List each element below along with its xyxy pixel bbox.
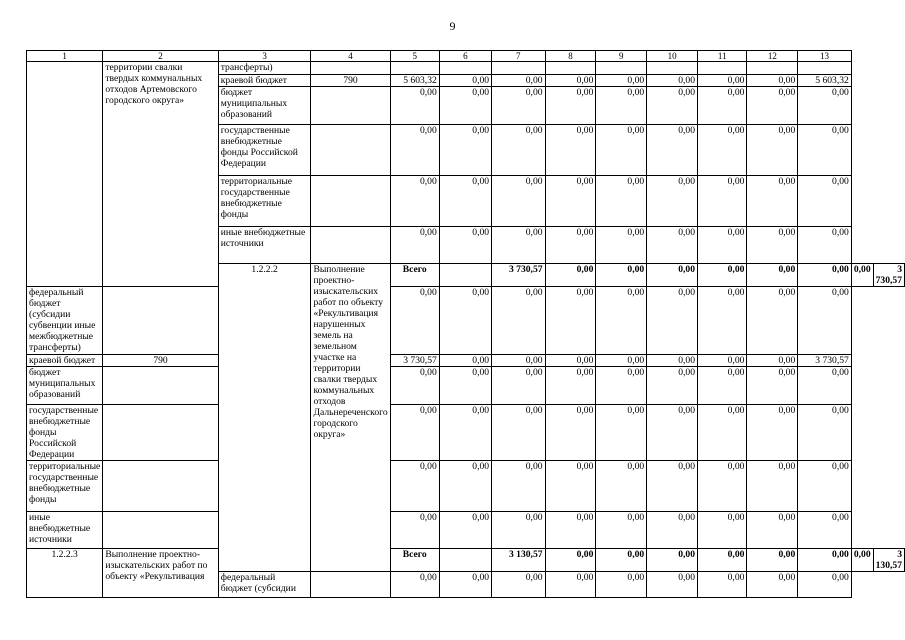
value-cell: 0,00	[798, 367, 852, 405]
value-cell: 0,00	[596, 176, 647, 227]
item-name: территории свалки твердых коммунальных отходов Артемовского городского округа»	[103, 62, 218, 287]
value-cell: 0,00	[698, 227, 747, 264]
column-header: 4	[311, 51, 390, 62]
table-row	[27, 367, 905, 405]
table-row	[27, 461, 905, 512]
budget-code	[311, 572, 390, 598]
value-cell: 0,00	[492, 355, 545, 367]
source-label: трансферты)	[218, 62, 311, 75]
value-cell: 0,00	[798, 125, 852, 176]
value-cell: 0,00	[492, 125, 545, 176]
table-row	[27, 62, 905, 75]
value-cell: 0,00	[647, 287, 698, 355]
value-cell: 0,00	[647, 87, 698, 125]
value-cell: 0,00	[596, 87, 647, 125]
value-cell: 5 603,32	[798, 75, 852, 87]
value-cell: 0,00	[545, 176, 596, 227]
value-cell: 0,00	[747, 572, 798, 598]
value-cell	[439, 62, 491, 75]
source-label: территориальные государственные внебюджетные фонды	[218, 176, 311, 227]
column-header: 13	[798, 51, 852, 62]
value-cell: 0,00	[747, 176, 798, 227]
value-cell: 0,00	[596, 264, 647, 287]
value-cell	[647, 62, 698, 75]
value-cell: 0,00	[439, 512, 491, 549]
budget-code	[103, 512, 218, 549]
column-header: 10	[647, 51, 698, 62]
value-cell: 0,00	[698, 287, 747, 355]
value-cell: 0,00	[439, 572, 491, 598]
row-code	[27, 62, 103, 287]
budget-code	[103, 461, 218, 512]
value-cell: 0,00	[390, 512, 439, 549]
value-cell: 0,00	[647, 125, 698, 176]
value-cell: 0,00	[647, 75, 698, 87]
value-cell: 0,00	[545, 287, 596, 355]
value-cell: 0,00	[798, 405, 852, 461]
value-cell: 0,00	[596, 125, 647, 176]
value-cell: 0,00	[851, 264, 873, 287]
table-row	[27, 355, 905, 367]
value-cell: 0,00	[439, 367, 491, 405]
value-cell: 0,00	[390, 287, 439, 355]
row-code: 1.2.2.3	[27, 549, 103, 598]
page-number: 9	[449, 19, 456, 33]
column-header: 2	[103, 51, 218, 62]
source-label: государственные внебюджетные фонды Российской Федерации	[218, 125, 311, 176]
value-cell: 0,00	[698, 572, 747, 598]
table-row	[27, 405, 905, 461]
budget-code	[311, 87, 390, 125]
value-cell: 0,00	[390, 461, 439, 512]
source-label: краевой бюджет	[27, 355, 103, 367]
value-cell: 0,00	[545, 125, 596, 176]
total-label: Всего	[390, 264, 439, 287]
value-cell: 0,00	[747, 87, 798, 125]
table-row	[27, 287, 905, 355]
value-cell: 3 730,57	[798, 355, 852, 367]
value-cell: 0,00	[647, 176, 698, 227]
value-cell: 0,00	[596, 549, 647, 572]
source-label: бюджет муниципальных образований	[27, 367, 103, 405]
value-cell: 0,00	[390, 125, 439, 176]
value-cell: 0,00	[545, 367, 596, 405]
source-label: бюджет муниципальных образований	[218, 87, 311, 125]
budget-code	[103, 287, 218, 355]
value-cell: 0,00	[647, 355, 698, 367]
value-cell: 3 730,57	[873, 264, 904, 287]
value-cell: 0,00	[439, 287, 491, 355]
source-label: краевой бюджет	[218, 75, 311, 87]
header-row	[27, 51, 905, 62]
value-cell: 0,00	[545, 549, 596, 572]
value-cell: 0,00	[439, 176, 491, 227]
value-cell: 3 730,57	[390, 355, 439, 367]
column-header: 11	[698, 51, 747, 62]
source-label: федеральный бюджет (субсидии субвенции иные межбюджетные трансферты)	[27, 287, 103, 355]
value-cell: 0,00	[798, 461, 852, 512]
value-cell: 0,00	[647, 512, 698, 549]
value-cell: 0,00	[851, 549, 873, 572]
value-cell	[698, 62, 747, 75]
column-header: 6	[439, 51, 491, 62]
value-cell: 0,00	[698, 549, 747, 572]
value-cell: 0,00	[492, 227, 545, 264]
budget-code	[103, 405, 218, 461]
value-cell: 5 603,32	[390, 75, 439, 87]
budget-code: 790	[103, 355, 218, 367]
table-row	[27, 549, 905, 572]
value-cell: 0,00	[492, 405, 545, 461]
column-header: 5	[390, 51, 439, 62]
value-cell: 0,00	[439, 461, 491, 512]
value-cell: 0,00	[545, 75, 596, 87]
budget-code	[103, 367, 218, 405]
value-cell: 0,00	[492, 512, 545, 549]
value-cell: 0,00	[647, 572, 698, 598]
value-cell: 0,00	[698, 264, 747, 287]
column-header: 3	[218, 51, 311, 62]
column-header: 7	[492, 51, 545, 62]
value-cell: 0,00	[647, 405, 698, 461]
value-cell: 0,00	[698, 512, 747, 549]
value-cell: 0,00	[390, 405, 439, 461]
table-row	[27, 512, 905, 549]
value-cell: 0,00	[439, 227, 491, 264]
source-label: иные внебюджетные источники	[218, 227, 311, 264]
value-cell: 0,00	[747, 549, 798, 572]
value-cell: 0,00	[596, 512, 647, 549]
value-cell	[545, 62, 596, 75]
value-cell: 0,00	[747, 75, 798, 87]
value-cell: 0,00	[798, 549, 852, 572]
budget-table	[26, 50, 905, 598]
value-cell: 0,00	[596, 461, 647, 512]
source-label: территориальные государственные внебюджетные фонды	[27, 461, 103, 512]
value-cell: 0,00	[647, 549, 698, 572]
value-cell: 0,00	[439, 125, 491, 176]
value-cell: 0,00	[698, 461, 747, 512]
value-cell: 0,00	[545, 227, 596, 264]
value-cell: 0,00	[492, 75, 545, 87]
value-cell: 0,00	[596, 405, 647, 461]
value-cell	[492, 62, 545, 75]
value-cell: 0,00	[596, 355, 647, 367]
budget-code	[439, 549, 491, 572]
value-cell: 0,00	[596, 75, 647, 87]
column-header: 12	[747, 51, 798, 62]
value-cell: 0,00	[747, 367, 798, 405]
total-label: Всего	[390, 549, 439, 572]
column-header: 1	[27, 51, 103, 62]
value-cell: 0,00	[698, 367, 747, 405]
value-cell: 0,00	[545, 87, 596, 125]
value-cell: 0,00	[798, 287, 852, 355]
value-cell: 0,00	[798, 227, 852, 264]
value-cell: 0,00	[747, 512, 798, 549]
value-cell: 0,00	[647, 367, 698, 405]
value-cell	[747, 62, 798, 75]
budget-code	[311, 227, 390, 264]
value-cell	[798, 62, 852, 75]
value-cell: 0,00	[596, 367, 647, 405]
value-cell: 0,00	[390, 227, 439, 264]
value-cell: 0,00	[747, 227, 798, 264]
budget-code	[311, 125, 390, 176]
source-label: федеральный бюджет (субсидии	[218, 572, 311, 598]
value-cell: 0,00	[747, 461, 798, 512]
value-cell: 0,00	[647, 227, 698, 264]
value-cell: 0,00	[545, 461, 596, 512]
item-name: Выполнение проектно-изыскательских работ по объекту «Рекультивация	[103, 549, 218, 598]
value-cell: 0,00	[747, 264, 798, 287]
value-cell: 0,00	[439, 75, 491, 87]
value-cell: 0,00	[798, 176, 852, 227]
value-cell: 0,00	[798, 572, 852, 598]
value-cell	[390, 62, 439, 75]
value-cell: 0,00	[390, 572, 439, 598]
budget-code: 790	[311, 75, 390, 87]
value-cell: 0,00	[747, 287, 798, 355]
value-cell: 0,00	[545, 264, 596, 287]
value-cell: 0,00	[747, 405, 798, 461]
value-cell: 0,00	[390, 87, 439, 125]
value-cell: 0,00	[798, 87, 852, 125]
value-cell: 0,00	[596, 227, 647, 264]
value-cell: 0,00	[698, 75, 747, 87]
value-cell: 0,00	[545, 512, 596, 549]
source-label: иные внебюджетные источники	[27, 512, 103, 549]
value-cell: 0,00	[698, 355, 747, 367]
value-cell: 3 130,57	[492, 549, 545, 572]
value-cell: 0,00	[596, 287, 647, 355]
source-label: государственные внебюджетные фонды Российской Федерации	[27, 405, 103, 461]
value-cell: 0,00	[492, 367, 545, 405]
value-cell: 0,00	[647, 461, 698, 512]
value-cell: 0,00	[439, 405, 491, 461]
value-cell	[311, 62, 390, 75]
value-cell: 0,00	[439, 355, 491, 367]
column-header: 9	[596, 51, 647, 62]
value-cell	[596, 62, 647, 75]
column-header: 8	[545, 51, 596, 62]
value-cell: 0,00	[747, 355, 798, 367]
value-cell: 0,00	[798, 264, 852, 287]
budget-code	[439, 264, 491, 287]
value-cell: 3 730,57	[492, 264, 545, 287]
value-cell: 0,00	[545, 405, 596, 461]
value-cell: 0,00	[545, 355, 596, 367]
value-cell: 0,00	[492, 572, 545, 598]
value-cell: 3 130,57	[873, 549, 904, 572]
value-cell: 0,00	[798, 512, 852, 549]
budget-code	[311, 176, 390, 227]
value-cell: 0,00	[390, 367, 439, 405]
value-cell: 0,00	[439, 87, 491, 125]
value-cell: 0,00	[492, 461, 545, 512]
value-cell: 0,00	[545, 572, 596, 598]
value-cell: 0,00	[492, 87, 545, 125]
value-cell: 0,00	[698, 87, 747, 125]
value-cell: 0,00	[698, 176, 747, 227]
value-cell: 0,00	[647, 264, 698, 287]
value-cell: 0,00	[492, 176, 545, 227]
item-name: Выполнение проектно-изыскательских работ по объекту «Рекультивация нарушенных земель на земельном участке на территории свалки твердых коммунальных отходов Дальнереченского городского округа»	[311, 264, 390, 572]
value-cell: 0,00	[698, 125, 747, 176]
row-code: 1.2.2.2	[218, 264, 311, 572]
value-cell: 0,00	[596, 572, 647, 598]
value-cell: 0,00	[492, 287, 545, 355]
value-cell: 0,00	[698, 405, 747, 461]
value-cell: 0,00	[747, 125, 798, 176]
value-cell: 0,00	[390, 176, 439, 227]
